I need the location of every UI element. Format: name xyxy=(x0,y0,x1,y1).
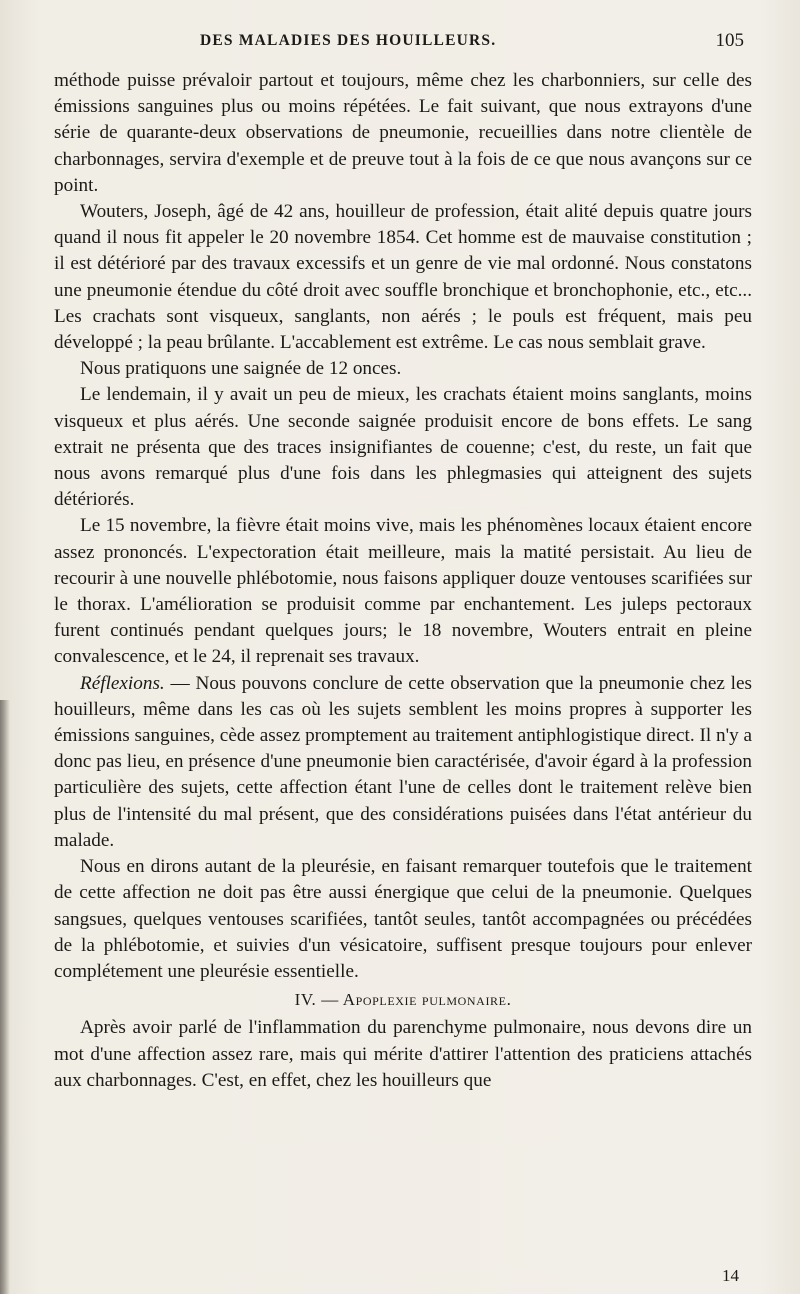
body-text xyxy=(54,68,752,1094)
paragraph-reflexions xyxy=(54,671,752,854)
reflexions-label: Réflexions. xyxy=(80,672,165,694)
paragraph-apoplexie: Après avoir parlé de l'inflammation du parenchyme pulmonaire, nous devons dire un mot d'une affection assez rare, mais qui mérite d'attirer l'attention des praticiens attachés aux charbonnages. C'est, en effet, chez les houilleurs que xyxy=(54,1017,752,1091)
paragraph-lendemain: Le lendemain, il y avait un peu de mieux, les crachats étaient moins sanglants, moins visqueux et plus aérés. Une seconde saignée produisit encore de bons effets. Le sang extrait ne présenta que des traces insignifiantes de couenne; c'est, du reste, un fait que nous avons remarqué plus d'une fois dans les phlegmasies qui atteignent des sujets détériorés. xyxy=(54,384,752,511)
section-heading: IV. — Apoplexie pulmonaire. xyxy=(294,990,512,1010)
running-title: DES MALADIES DES HOUILLEURS. xyxy=(200,32,497,49)
paragraph-case-wouters: Wouters, Joseph, âgé de 42 ans, houilleur de profession, était alité depuis quatre jours quand il nous fit appeler le 20 novembre 1854. Cet homme est de mauvaise constitution ; il est détérioré par des travaux excessifs et un genre de vie mal ordonné. Nous constatons une pneumonie étendue du côté droit avec souffle bronchique et bronchophonie, etc., etc... Les crachats sont visqueux, sanglants, non aérés ; le pouls est fréquent, mais peu développé ; la peau brûlante. L'accablement est extrême. Le cas nous semblait grave. xyxy=(54,201,752,354)
paragraph-15-novembre: Le 15 novembre, la fièvre était moins vive, mais les phénomènes locaux étaient encore assez prononcés. L'expectoration était meilleure, mais la matité persistait. Au lieu de recourir à une nouvelle phlébotomie, nous faisons appliquer douze ventouses scarifiées sur le thorax. L'amélioration se produisit comme par enchantement. Les juleps pectoraux furent continués pendant quelques jours; le 18 novembre, Wouters entrait en pleine convalescence, et le 24, il reprenait ses travaux. xyxy=(54,515,752,668)
reflexions-text: — Nous pouvons conclure de cette observation que la pneumonie chez les houilleurs, même dans les cas où les sujets semblent les moins propres à supporter les émissions sanguines, cède assez promptement au traitement antiphlogistique direct. Il n'y a donc pas lieu, en présence d'une pneumonie bien caractérisée, d'avoir égard à la profession particulière des sujets, cette affection étant l'une de celles dont le traitement relève bien plus de l'intensité du mal présent, que des considérations puisées dans l'état antérieur du malade. xyxy=(54,672,752,851)
signature-mark: 14 xyxy=(722,1266,739,1285)
paragraph-pleuresie: Nous en dirons autant de la pleurésie, en faisant remarquer toutefois que le traitement de cette affection ne doit pas être aussi énergique que celui de la pneumonie. Quelques sangsues, quelques ventouses scarifiées, tantôt seules, tantôt accompagnées ou précédées de la phlébotomie, et suivies d'un vésicatoire, suffisent presque toujours pour enlever complétement une pleurésie essentielle. xyxy=(54,856,752,982)
paragraph-intro: méthode puisse prévaloir partout et toujours, même chez les charbonniers, sur celle des émissions sanguines plus ou moins répétées. Le fait suivant, que nous extrayons d'une série de quarante-deux observations de pneumonie, recueillies dans notre clientèle de charbonnages, servira d'exemple et de preuve tout à la fois de ce que nous avançons sur ce point. xyxy=(54,70,752,196)
page-number: 105 xyxy=(715,30,744,51)
page-header xyxy=(60,30,744,54)
binding-shadow xyxy=(0,700,10,1294)
paragraph-saignee: Nous pratiquons une saignée de 12 onces. xyxy=(80,358,402,380)
